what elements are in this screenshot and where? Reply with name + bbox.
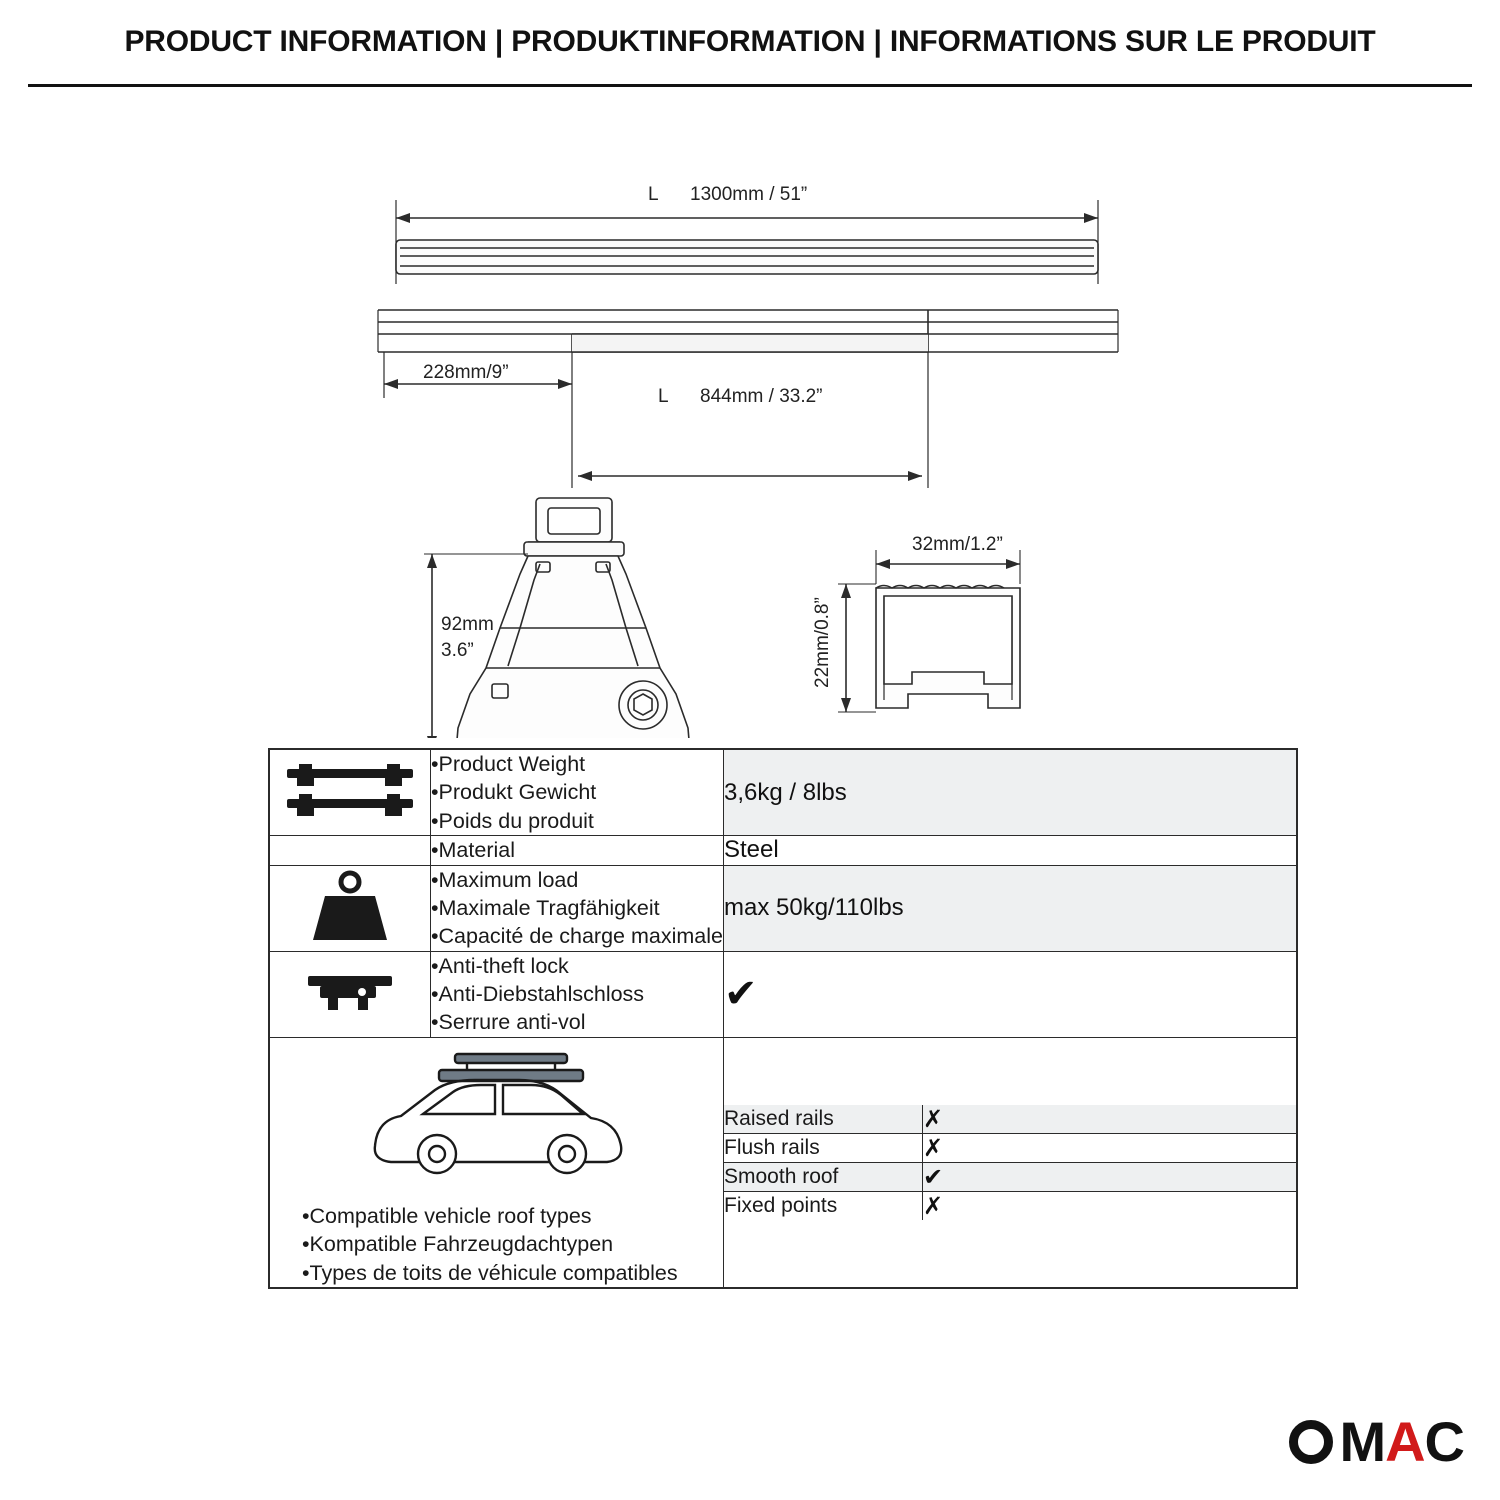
roof-type-name: Fixed points <box>724 1191 923 1220</box>
roof-type-support <box>923 1191 1297 1220</box>
cross-icon: ✗ <box>923 1104 944 1133</box>
label-line: •Capacité de charge maximale <box>431 924 723 949</box>
weight-icon <box>269 865 431 951</box>
table-row <box>269 865 1297 951</box>
table-row <box>269 749 1297 836</box>
profile-height-value: 22mm/0.8” <box>812 597 833 688</box>
table-row-roof-types <box>269 1037 1297 1288</box>
label-line: •Product Weight <box>431 752 586 776</box>
label-line: •Material <box>431 838 515 863</box>
weight-value-cell <box>724 749 1298 836</box>
cross-icon: ✗ <box>923 1191 944 1220</box>
anti-theft-labels <box>431 951 724 1037</box>
roof-type-name: Smooth roof <box>724 1162 923 1191</box>
label-line: •Kompatible Fahrzeugdachtypen <box>302 1232 614 1257</box>
roof-type-row <box>724 1162 1296 1191</box>
span-symbol: L <box>658 386 669 407</box>
table-row <box>269 836 1297 865</box>
label-line: •Poids du produit <box>431 808 594 833</box>
technical-drawing <box>0 88 1500 738</box>
roof-type-support <box>923 1105 1297 1134</box>
roof-type-support <box>923 1162 1297 1191</box>
header-divider <box>28 84 1472 87</box>
page-header <box>0 0 1500 84</box>
logo-letter-c: C <box>1424 1410 1464 1473</box>
cross-icon: ✗ <box>923 1133 944 1162</box>
max-load-labels <box>431 865 724 951</box>
material-value-cell <box>724 836 1298 865</box>
roof-type-support <box>923 1133 1297 1162</box>
roof-type-row <box>724 1191 1296 1220</box>
foot-offset-value: 228mm/9” <box>423 362 509 383</box>
label-line: •Maximale Tragfähigkeit <box>431 895 660 920</box>
anti-theft-value-cell <box>724 951 1298 1037</box>
label-line: •Compatible vehicle roof types <box>302 1203 592 1228</box>
material-labels <box>431 836 724 865</box>
label-line: •Maximum load <box>431 867 579 892</box>
check-icon: ✔ <box>724 971 758 1018</box>
omac-logo <box>1289 1409 1464 1474</box>
label-line: •Anti-Diebstahlschloss <box>431 982 645 1006</box>
roof-type-name: Flush rails <box>724 1133 923 1162</box>
crossbars-icon <box>269 749 431 836</box>
material-icon-placeholder <box>269 836 431 865</box>
roof-types-right <box>724 1037 1298 1288</box>
roof-type-name: Raised rails <box>724 1105 923 1134</box>
roof-type-row <box>724 1133 1296 1162</box>
logo-o-icon <box>1289 1420 1333 1464</box>
bar-length-symbol: L <box>648 184 659 205</box>
spec-table <box>268 748 1298 1289</box>
check-icon: ✔ <box>923 1162 944 1191</box>
logo-letter-a: A <box>1385 1410 1425 1473</box>
profile-width-value: 32mm/1.2” <box>912 534 1003 555</box>
label-line: •Produkt Gewicht <box>431 780 597 805</box>
page-title: PRODUCT INFORMATION | PRODUKTINFORMATION | INFORMATIONS SUR LE PRODUIT <box>124 25 1376 58</box>
car-with-rack-icon <box>327 1038 667 1188</box>
bar-length-value: 1300mm / 51” <box>690 184 808 205</box>
weight-value: 3,6kg / 8lbs <box>724 778 847 806</box>
roof-types-table <box>724 1105 1296 1220</box>
roof-types-left <box>269 1037 724 1288</box>
table-row <box>269 951 1297 1037</box>
max-load-value-cell <box>724 865 1298 951</box>
max-load-value: max 50kg/110lbs <box>724 894 904 922</box>
lock-icon <box>269 951 431 1037</box>
logo-letter-m: M <box>1339 1410 1386 1473</box>
material-value: Steel <box>724 836 779 864</box>
weight-labels <box>431 749 724 836</box>
foot-height-line2: 3.6” <box>441 640 474 661</box>
foot-height-line1: 92mm <box>441 614 494 635</box>
label-line: •Serrure anti-vol <box>431 1010 586 1035</box>
label-line: •Anti-theft lock <box>431 953 569 978</box>
roof-type-row <box>724 1105 1296 1134</box>
label-line: •Types de toits de véhicule compatibles <box>302 1260 678 1285</box>
span-value: 844mm / 33.2” <box>700 386 823 407</box>
